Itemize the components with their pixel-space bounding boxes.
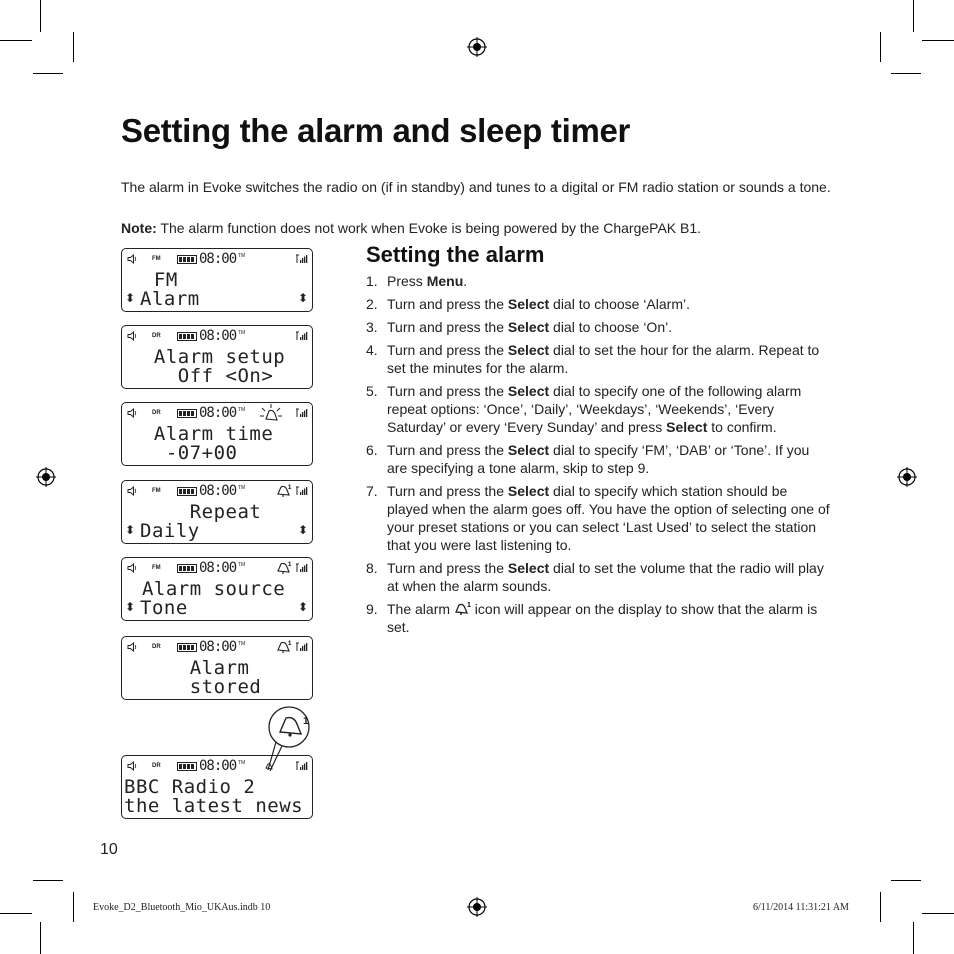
lcd-clock: 08:00 bbox=[199, 639, 237, 655]
lcd-trademark: TM bbox=[238, 407, 246, 413]
scroll-arrows-icon: ⬍ bbox=[125, 600, 136, 614]
alarm-flashing-icon bbox=[258, 403, 284, 425]
lcd-line-2: Alarm bbox=[140, 288, 200, 310]
step-item bbox=[366, 341, 830, 377]
step-text: dial to specify one of the following alarm repeat options: ‘Once’, ‘Daily’, ‘Weekdays’, ‘Weekends’, ‘Every Saturday’ or every ‘Every Sunday’ and press bbox=[387, 383, 802, 435]
step-text: Turn and press the bbox=[387, 560, 508, 576]
battery-icon bbox=[177, 487, 197, 496]
lcd-line-2: Tone bbox=[140, 597, 188, 619]
lcd-line-1: FM bbox=[130, 269, 178, 291]
crop-mark bbox=[0, 40, 32, 41]
section-heading: Setting the alarm bbox=[366, 242, 545, 267]
lcd-line-1: Alarm setup bbox=[130, 346, 286, 368]
crop-mark bbox=[891, 73, 921, 74]
scroll-arrows-icon: ⬍ bbox=[298, 523, 309, 537]
crop-mark bbox=[891, 880, 921, 881]
alarm-bell-number: 1 bbox=[288, 562, 292, 568]
lcd-clock: 08:00 bbox=[199, 560, 237, 576]
step-text: to confirm. bbox=[707, 419, 777, 435]
step-text: Turn and press the bbox=[387, 483, 508, 499]
lcd-trademark: TM bbox=[238, 485, 246, 491]
signal-icon bbox=[296, 254, 308, 264]
lcd-line-1: Alarm source bbox=[130, 578, 286, 600]
step-text: Turn and press the bbox=[387, 383, 508, 399]
page-title: Setting the alarm and sleep timer bbox=[121, 112, 631, 149]
steps-list bbox=[366, 272, 830, 641]
crop-mark bbox=[73, 892, 74, 922]
battery-icon bbox=[177, 332, 197, 341]
alarm-callout-number: 1 bbox=[303, 716, 309, 727]
battery-icon bbox=[177, 255, 197, 264]
crop-mark bbox=[913, 0, 914, 32]
crop-mark bbox=[922, 40, 954, 41]
step-item bbox=[366, 441, 830, 477]
lcd-clock: 08:00 bbox=[199, 405, 237, 421]
scroll-arrows-icon: ⬍ bbox=[298, 600, 309, 614]
footer-file: Evoke_D2_Bluetooth_Mio_UKAus.indb 10 bbox=[93, 902, 271, 913]
step-number: 4. bbox=[366, 342, 378, 358]
page-number: 10 bbox=[100, 841, 118, 858]
battery-icon bbox=[177, 564, 197, 573]
alarm-bell-icon bbox=[276, 484, 292, 497]
step-keyword: Select bbox=[507, 319, 550, 335]
crop-mark bbox=[880, 892, 881, 922]
step-item bbox=[366, 318, 830, 336]
lcd-line-2: stored bbox=[130, 676, 262, 698]
alarm-bell-icon bbox=[276, 561, 292, 574]
step-number: 9. bbox=[366, 601, 378, 617]
step-text: dial to set the volume that the radio will play at when the alarm sounds. bbox=[387, 560, 824, 594]
footer-timestamp: 6/11/2014 11:31:21 AM bbox=[753, 902, 849, 913]
lcd-display bbox=[121, 480, 313, 544]
step-item bbox=[366, 272, 830, 290]
lcd-line-2: Daily bbox=[140, 520, 200, 542]
lcd-display bbox=[121, 402, 313, 466]
step-keyword: Select bbox=[507, 442, 550, 458]
alarm-bell-number: 1 bbox=[288, 641, 292, 647]
step-keyword: Select bbox=[507, 342, 550, 358]
lcd-display bbox=[121, 248, 313, 312]
speaker-icon bbox=[127, 761, 137, 771]
speaker-icon bbox=[127, 408, 137, 418]
step-text: dial to choose ‘On’. bbox=[549, 319, 673, 335]
alarm-bell-number: 1 bbox=[288, 485, 292, 491]
step-keyword: Select bbox=[507, 296, 550, 312]
alarm-bell-icon bbox=[276, 640, 292, 653]
lcd-line-1: BBC Radio 2 bbox=[124, 776, 256, 798]
band-tag: FM bbox=[152, 256, 161, 262]
step-text: dial to specify which station should be played when the alarm goes off. You have the option of selecting one of your preset stations or you can select ‘Last Used’ to select the station that you were last listening to. bbox=[387, 483, 830, 553]
step-text: dial to set the hour for the alarm. Repeat to set the minutes for the alarm. bbox=[387, 342, 820, 376]
battery-icon bbox=[177, 409, 197, 418]
step-text: dial to choose ‘Alarm’. bbox=[549, 296, 690, 312]
step-text: . bbox=[463, 273, 468, 289]
step-text: Turn and press the bbox=[387, 342, 508, 358]
step-text: Turn and press the bbox=[387, 296, 508, 312]
crop-mark bbox=[880, 32, 881, 62]
lcd-clock: 08:00 bbox=[199, 328, 237, 344]
speaker-icon bbox=[127, 486, 137, 496]
step-number: 7. bbox=[366, 483, 378, 499]
step-text: icon will appear on the display to show that the alarm is set. bbox=[387, 601, 818, 635]
scroll-arrows-icon: ⬍ bbox=[298, 291, 309, 305]
battery-icon bbox=[177, 643, 197, 652]
registration-mark-icon bbox=[897, 467, 917, 487]
lcd-line-1: Repeat bbox=[130, 501, 262, 523]
step-number: 8. bbox=[366, 560, 378, 576]
step-number: 3. bbox=[366, 319, 378, 335]
step-keyword: Menu bbox=[426, 273, 464, 289]
step-keyword: Select bbox=[507, 483, 550, 499]
intro-paragraph: The alarm in Evoke switches the radio on (if in standby) and tunes to a digital or FM radio station or sounds a tone. bbox=[121, 179, 831, 195]
registration-mark-icon bbox=[36, 467, 56, 487]
scroll-arrows-icon: ⬍ bbox=[125, 523, 136, 537]
crop-mark bbox=[0, 913, 32, 914]
step-item bbox=[366, 295, 830, 313]
band-tag: DR bbox=[152, 333, 161, 339]
registration-mark-icon bbox=[467, 897, 487, 917]
speaker-icon bbox=[127, 642, 137, 652]
crop-mark bbox=[40, 922, 41, 954]
signal-icon bbox=[296, 642, 308, 652]
band-tag: DR bbox=[152, 763, 161, 769]
lcd-trademark: TM bbox=[238, 641, 246, 647]
step-text: Press bbox=[387, 273, 427, 289]
step-keyword: Select bbox=[507, 383, 550, 399]
svg-text:1: 1 bbox=[466, 602, 471, 609]
note-text: The alarm function does not work when Evoke is being powered by the ChargePAK B1. bbox=[156, 220, 702, 236]
alarm-callout-icon bbox=[264, 704, 314, 776]
step-number: 1. bbox=[366, 273, 378, 289]
signal-icon bbox=[296, 331, 308, 341]
step-text: The alarm bbox=[387, 601, 454, 617]
step-text: dial to specify ‘FM’, ‘DAB’ or ‘Tone’. If you are specifying a tone alarm, skip to step 9. bbox=[387, 442, 810, 476]
lcd-trademark: TM bbox=[238, 330, 246, 336]
band-tag: FM bbox=[152, 565, 161, 571]
crop-mark bbox=[40, 0, 41, 32]
note-paragraph bbox=[121, 219, 831, 237]
scroll-arrows-icon: ⬍ bbox=[125, 291, 136, 305]
crop-mark bbox=[73, 32, 74, 62]
lcd-trademark: TM bbox=[238, 253, 246, 259]
step-keyword: Select bbox=[507, 560, 550, 576]
step-item bbox=[366, 382, 830, 436]
registration-mark-icon bbox=[467, 37, 487, 57]
speaker-icon bbox=[127, 331, 137, 341]
signal-icon bbox=[296, 486, 308, 496]
step-number: 6. bbox=[366, 442, 378, 458]
lcd-display bbox=[121, 325, 313, 389]
band-tag: DR bbox=[152, 410, 161, 416]
band-tag: FM bbox=[152, 488, 161, 494]
step-item bbox=[366, 482, 830, 554]
lcd-trademark: TM bbox=[238, 760, 246, 766]
crop-mark bbox=[913, 922, 914, 954]
speaker-icon bbox=[127, 563, 137, 573]
lcd-display bbox=[121, 557, 313, 621]
step-number: 5. bbox=[366, 383, 378, 399]
signal-icon bbox=[296, 563, 308, 573]
step-number: 2. bbox=[366, 296, 378, 312]
step-text: Turn and press the bbox=[387, 319, 508, 335]
band-tag: DR bbox=[152, 644, 161, 650]
crop-mark bbox=[922, 913, 954, 914]
lcd-clock: 08:00 bbox=[199, 758, 237, 774]
battery-icon bbox=[177, 762, 197, 771]
signal-icon bbox=[296, 408, 308, 418]
lcd-clock: 08:00 bbox=[199, 483, 237, 499]
lcd-line-2: Off <On> bbox=[130, 365, 274, 387]
alarm-bell-icon bbox=[454, 601, 471, 616]
speaker-icon bbox=[127, 254, 137, 264]
step-text: Turn and press the bbox=[387, 442, 508, 458]
step-item bbox=[366, 559, 830, 595]
note-label: Note: bbox=[121, 220, 157, 236]
step-item bbox=[366, 600, 830, 636]
lcd-line-1: Alarm bbox=[130, 657, 250, 679]
crop-mark bbox=[33, 880, 63, 881]
lcd-display bbox=[121, 636, 313, 700]
lcd-clock: 08:00 bbox=[199, 251, 237, 267]
crop-mark bbox=[33, 73, 63, 74]
step-keyword: Select bbox=[666, 419, 708, 435]
lcd-line-1: Alarm time bbox=[130, 423, 274, 445]
lcd-line-2: -07+00 bbox=[130, 442, 238, 464]
lcd-line-2: the latest news bbox=[124, 795, 304, 817]
lcd-trademark: TM bbox=[238, 562, 246, 568]
